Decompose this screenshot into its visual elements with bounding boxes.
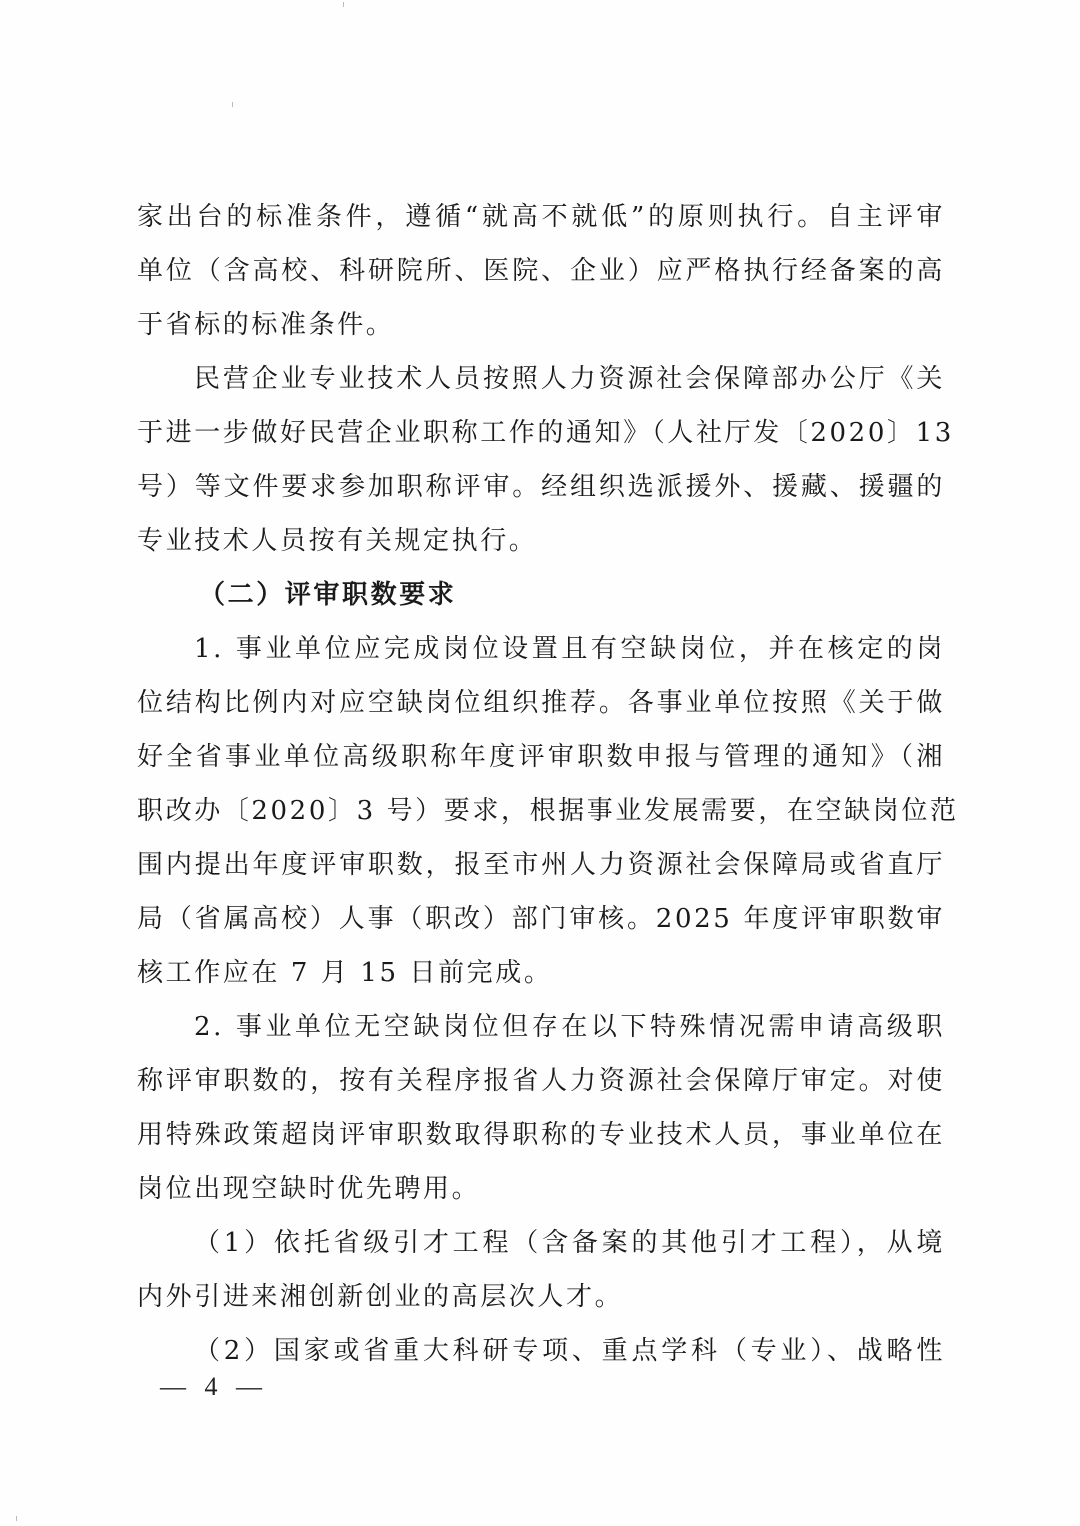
text-line: 好全省事业单位高级职称年度评审职数申报与管理的通知》（湘 — [137, 742, 945, 772]
text-line: 称评审职数的，按有关程序报省人力资源社会保障厅审定。对使 — [137, 1066, 945, 1096]
text-line: 位结构比例内对应空缺岗位组织推荐。各事业单位按照《关于做 — [137, 688, 945, 718]
text-line: 围内提出年度评审职数，报至市州人力资源社会保障局或省直厅 — [137, 850, 945, 880]
paragraph-first-line: （2）国家或省重大科研专项、重点学科（专业）、战略性 — [194, 1336, 945, 1366]
section-heading: （二）评审职数要求 — [199, 580, 457, 610]
paragraph-first-line: 2. 事业单位无空缺岗位但存在以下特殊情况需申请高级职 — [194, 1012, 945, 1042]
text-line: 专业技术人员按有关规定执行。 — [137, 526, 538, 556]
page-number: — 4 — — [160, 1372, 268, 1401]
text-line: 岗位出现空缺时优先聘用。 — [137, 1174, 481, 1204]
paragraph-first-line: 民营企业专业技术人员按照人力资源社会保障部办公厅《关 — [194, 364, 945, 394]
text-line: 内外引进来湘创新创业的高层次人才。 — [137, 1282, 624, 1312]
paragraph-first-line: （1）依托省级引才工程（含备案的其他引才工程），从境 — [194, 1228, 945, 1258]
scan-speck — [232, 102, 233, 107]
text-line: 家出台的标准条件，遵循“就高不就低”的原则执行。自主评审 — [137, 202, 945, 232]
text-line: 于进一步做好民营企业职称工作的通知》（人社厅发〔2020〕13 — [137, 418, 954, 448]
paragraph-first-line: 1. 事业单位应完成岗位设置且有空缺岗位，并在核定的岗 — [194, 634, 945, 664]
scan-speck — [16, 1516, 17, 1521]
text-line: 于省标的标准条件。 — [137, 310, 395, 340]
scan-speck — [343, 2, 344, 7]
text-line: 职改办〔2020〕3 号）要求，根据事业发展需要，在空缺岗位范 — [137, 796, 959, 826]
text-line: 用特殊政策超岗评审职数取得职称的专业技术人员，事业单位在 — [137, 1120, 945, 1150]
text-line: 局（省属高校）人事（职改）部门审核。2025 年度评审职数审 — [137, 904, 945, 934]
text-line: 单位（含高校、科研院所、医院、企业）应严格执行经备案的高 — [137, 256, 945, 286]
document-body — [137, 190, 959, 1378]
text-line: 核工作应在 7 月 15 日前完成。 — [137, 958, 553, 988]
text-line: 号）等文件要求参加职称评审。经组织选派援外、援藏、援疆的 — [137, 472, 945, 502]
